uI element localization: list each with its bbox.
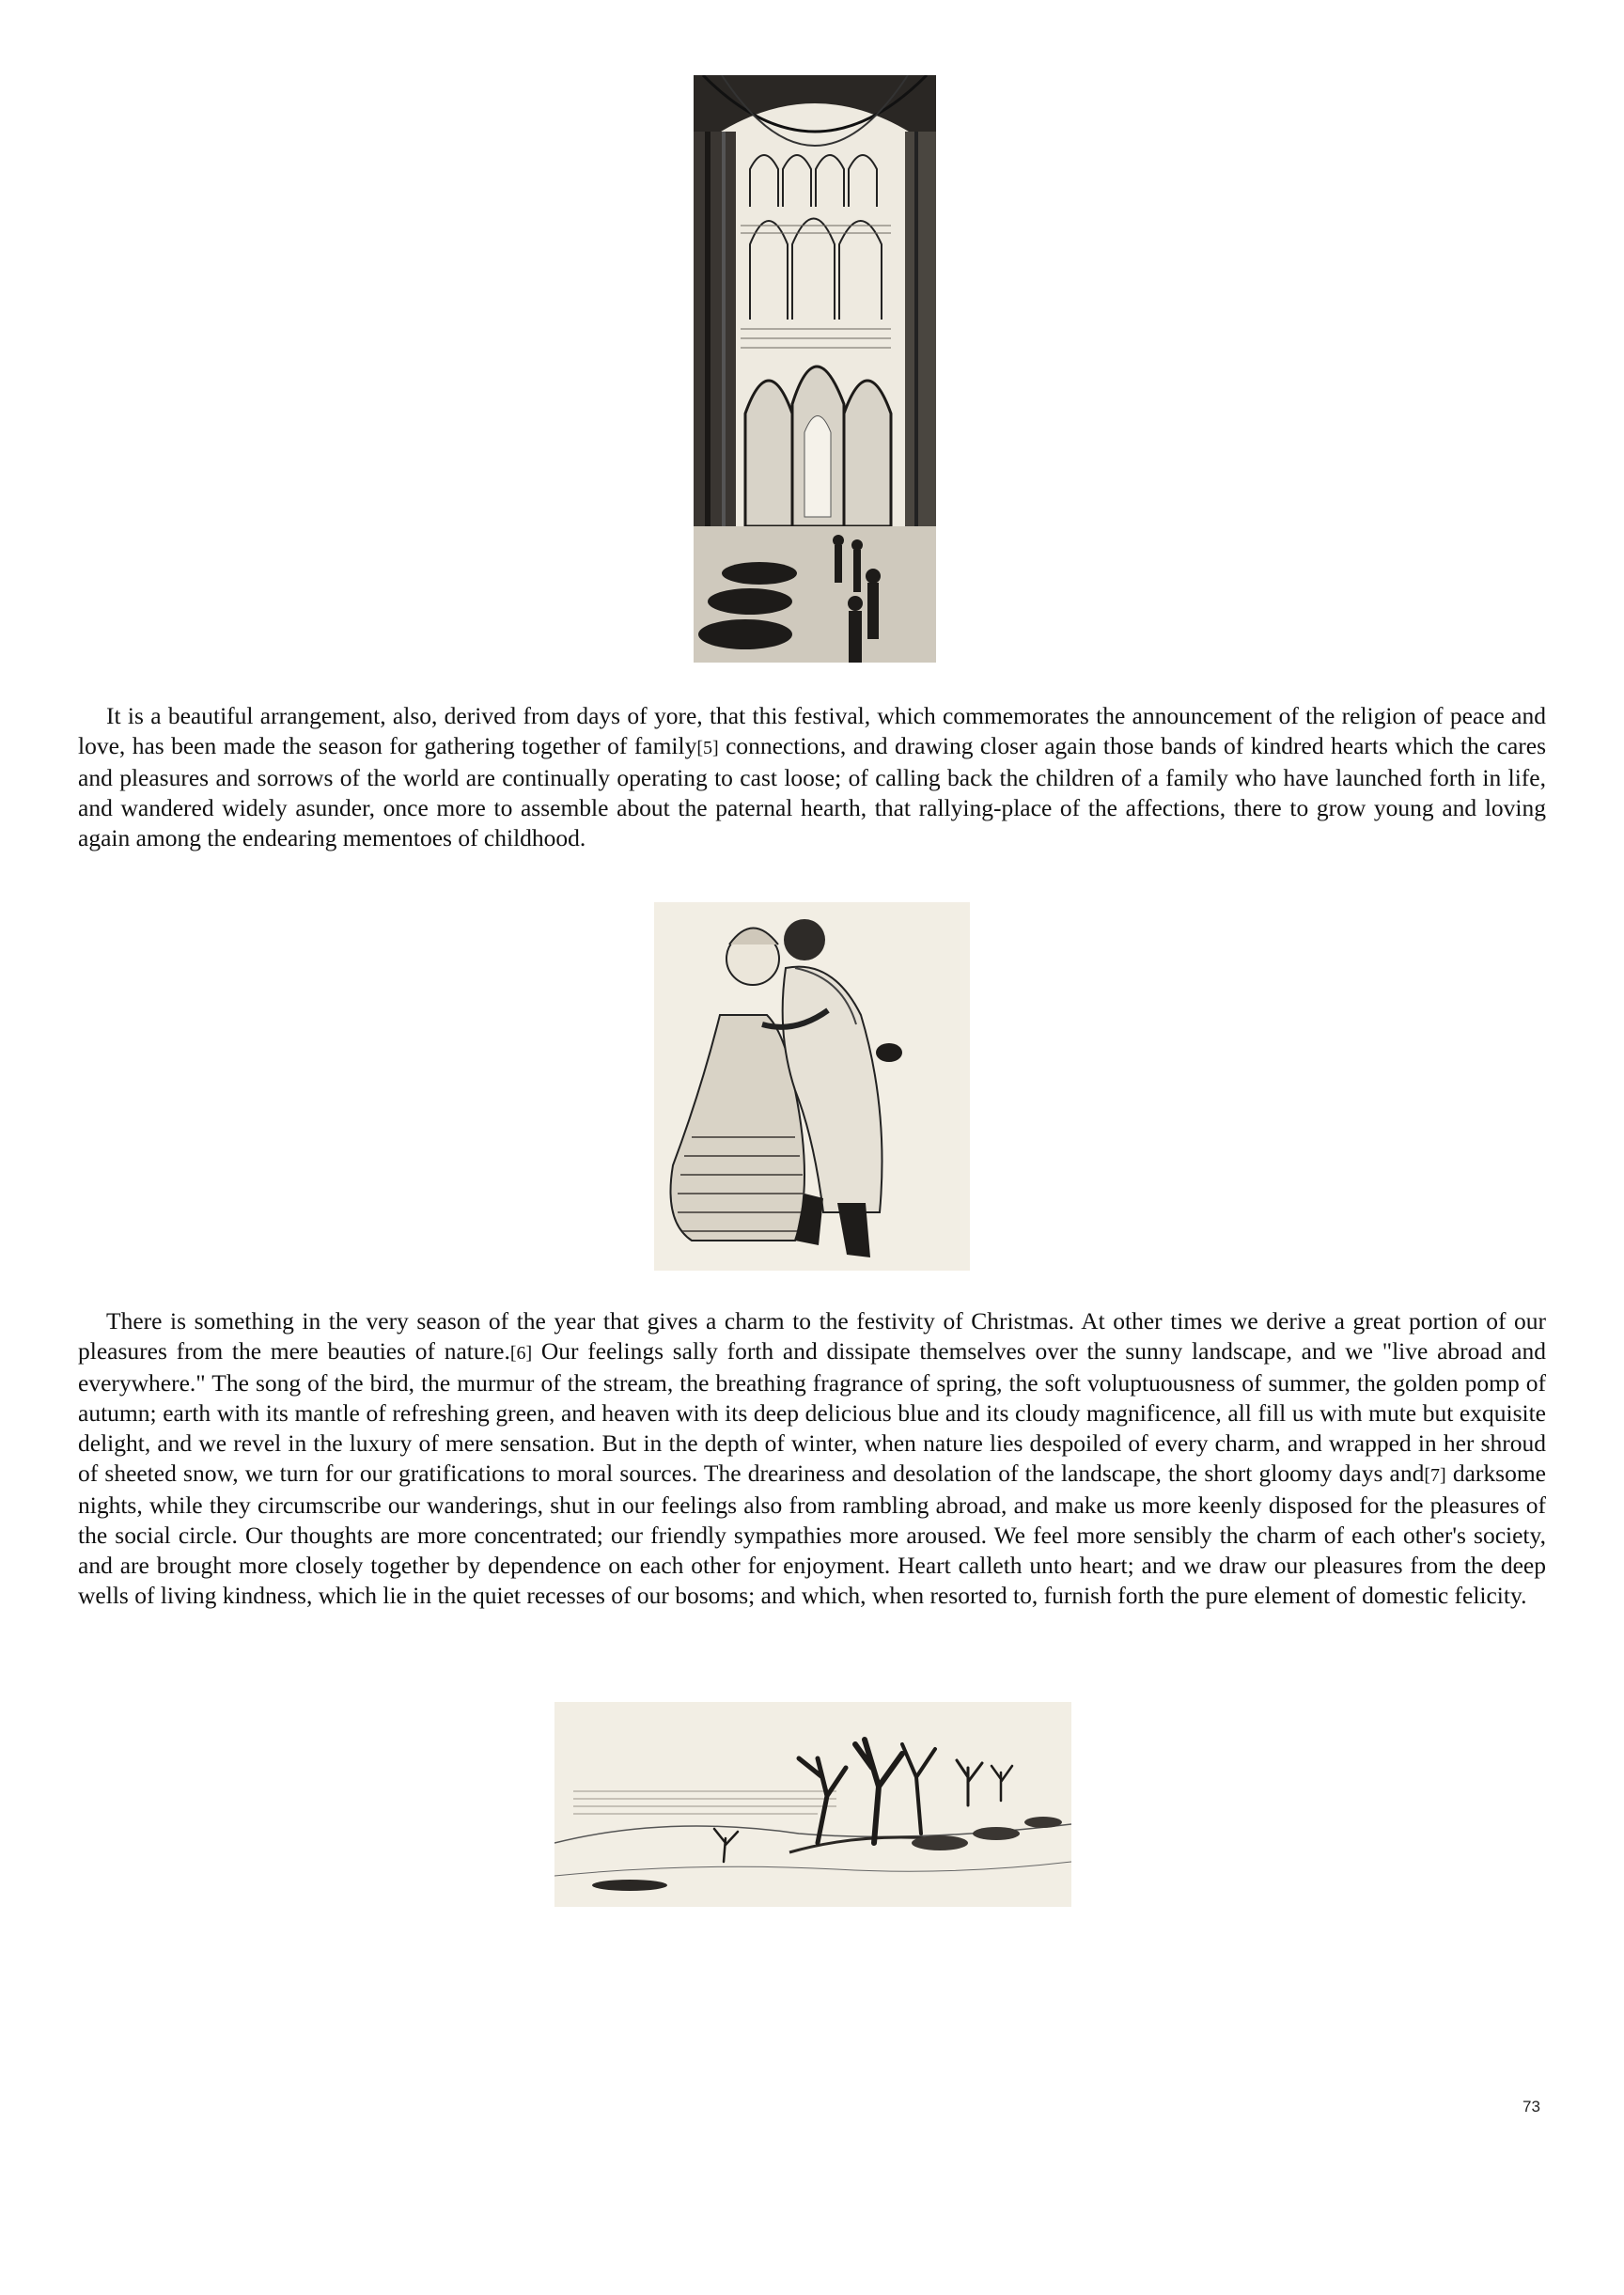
paragraph-1 — [78, 701, 1546, 853]
paragraph-2 — [78, 1306, 1546, 1611]
footnote-marker[interactable]: [5] — [696, 738, 719, 758]
footnote-marker[interactable]: [7] — [1424, 1465, 1446, 1486]
paragraph-text: It is a beautiful arrangement, also, derived from days of yore, that this festival, which commemorates the announcement of the religion of peace and love, has been made the season for gathering together of family — [78, 702, 1546, 759]
paragraph-text: darksome nights, while they circumscribe our wanderings, shut in our feelings also from rambling abroad, and make us more keenly disposed for the pleasures of the social circle. Our thoughts are more concentrated; our friendly sympathies more aroused. We feel more sensibly the charm of each other's society, and are brought more closely together by dependence on each other for enjoyment. Heart calleth unto heart; and we draw our pleasures from the deep wells of living kindness, which lie in the quiet recesses of our bosoms; and which, when resorted to, furnish forth the pure element of domestic felicity. — [78, 1460, 1546, 1609]
cathedral-interior-illustration — [694, 75, 936, 663]
page-number: 73 — [1522, 2098, 1540, 2115]
embracing-couple-illustration — [654, 902, 970, 1271]
paragraph-text: Our feelings sally forth and dissipate themselves over the sunny landscape, and we "live abroad and everywhere." The song of the bird, the murmur of the stream, the breathing fragrance of spring, the soft voluptuousness of summer, the golden pomp of autumn; earth with its mantle of refreshing green, and heaven with its deep delicious blue and its cloudy magnificence, all fill us with mute but exquisite delight, and we revel in the luxury of mere sensation. But in the depth of winter, when nature lies despoiled of every charm, and wrapped in her shroud of sheeted snow, we turn for our gratifications to moral sources. The dreariness and desolation of the landscape, the short gloomy days and — [78, 1337, 1546, 1487]
paragraph-text: connections, and drawing closer again those bands of kindred hearts which the cares and pleasures and sorrows of the world are continually operating to cast loose; of calling back the children of a family who have launched forth in life, and wandered widely asunder, once more to assemble about the paternal hearth, that rallying-place of the affections, there to grow young and loving again among the endearing mementoes of childhood. — [78, 732, 1546, 851]
paragraph-text: There is something in the very season of the year that gives a charm to the festivity of Christmas. At other times we derive a great portion of our pleasures from the mere beauties of nature. — [78, 1307, 1546, 1365]
footnote-marker[interactable]: [6] — [509, 1343, 533, 1364]
winter-landscape-illustration — [554, 1702, 1071, 1907]
